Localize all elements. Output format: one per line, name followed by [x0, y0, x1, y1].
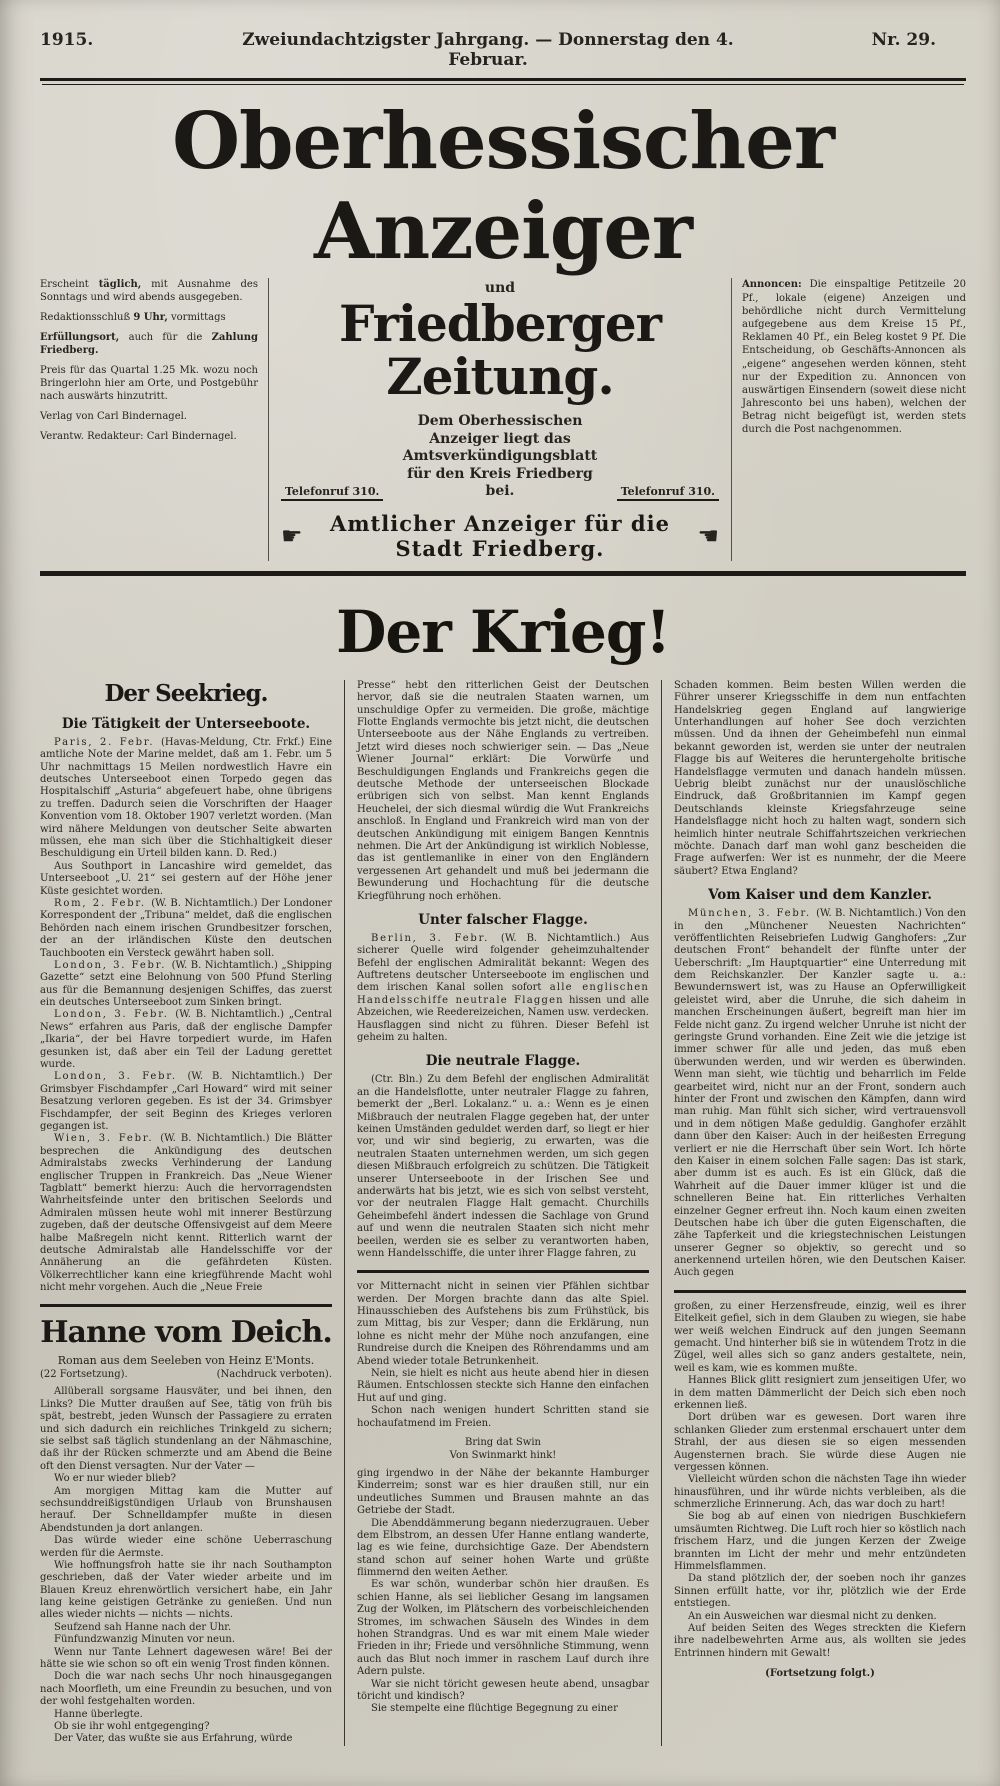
info-paragraph: Erfüllungsort, auch für die Zahlung Friedberg.: [40, 332, 258, 357]
dateline: München, 3. Febr.: [688, 908, 817, 920]
supplement-line: Dem Oberhessischen Anzeiger liegt das Amtsverkündigungsblatt für den Kreis Friedberg bei.: [402, 413, 598, 500]
article-heading: Die neutrale Flagge.: [425, 1053, 581, 1070]
article-paragraph: Presse“ hebt den ritterlichen Geist der Deutschen hervor, daß sie die neutralen Staaten warnen, um unschuldige Opfer zu vermeiden. Die große, mächtige Flotte Englands vermochte bis jetzt nicht, die deutschen Unterseeboote aus der Nähe Englands zu vertreiben. Jetzt wird dieses noch schwieriger sein. — Das „Neue Wiener Journal“ erklärt: Die Vorwürfe und Beschuldigungen Englands und Frankreichs gegen die deutsche Methode der unterseeischen Blockade erübrigen sich von selbst. Man kennt Englands Heuchelei, der sich diesmal würdig die Wut Frankreichs anschloß. In England und Frankreich wird man von der deutschen Ankündigung mit einigem Bangen Kenntnis nehmen. Die Art der Ankündigung ist wirklich Noblesse, das ist gentlemanlike in einer von den Engländern vergessenen Art gehandelt und muß bei jedermann die Bewunderung und Hochachtung für die deutsche Kriegführung noch erhöhen.: [357, 679, 649, 902]
info-paragraph: Redaktionsschluß 9 Uhr, vormittags: [40, 312, 226, 324]
year-label: 1915.: [40, 30, 94, 50]
article-paragraph: Wie hoffnungsfroh hatte sie ihr nach Southampton geschrieben, daß der Vater wieder arbeite und im Blauen Kreuz ehrenwörtlich versichert habe, ein Jahr lang keine geistigen Getränke zu genießen. Und nun alles wieder nichts — nichts — nichts.: [40, 1559, 332, 1621]
article-paragraph: Vielleicht würden schon die nächsten Tage ihn wieder hinausführen, und ihr würde nichts verbleiben, als die schmerzliche Erinnerung. Ach, das war doch zu hart!: [674, 1474, 966, 1511]
phone-left: Telefonruf 310.: [281, 485, 383, 501]
article-paragraph: Doch die war nach sechs Uhr noch hinausgegangen nach Moorfleth, um eine Freundin zu besuchen, und von der wohl festgehalten worden.: [40, 1671, 332, 1708]
article-paragraph: Rom, 2. Febr. (W. B. Nichtamtlich.) Der Londoner Korrespondent der „Tribuna“ meldet, daß die englischen Behörden nach einem irischen Grundbesitzer forschen, der an der irländischen Küste den deutschen Tauchbooten ein Versteck gewährt haben soll.: [40, 897, 333, 959]
main-headline: Der Krieg!: [336, 597, 670, 666]
pointing-hand-right-icon: ☛: [281, 521, 303, 550]
column-2: [344, 680, 661, 1746]
article-paragraph: Fünfundzwanzig Minuten vor neun.: [54, 1634, 236, 1646]
masthead-bottom-rule: [40, 571, 966, 576]
article-heading: Unter falscher Flagge.: [418, 911, 588, 928]
article-paragraph: München, 3. Febr. (W. B. Nichtamtlich.) Von den in den „Münchener Neuesten Nachrichten“ veröffentlichten Reisebriefen Ludwig Ganghofers: „Zur deutschen Front“ behandelt der fünfte unter der Ueberschrift: „Im Hauptquartier“ eine Unterredung mit dem Reichskanzler. Der Kanzler sagte u. a.: Bewundernswert ist, was zu Hause an Opferwilligkeit geleistet wird, aber die Unruhe, die sich daheim in manchen Erscheinungen äußert, begreift man hier im Felde nicht ganz. Zu irgend welcher Unruhe ist nicht der geringste Grund vorhanden. Eine Zeit wie die jetzige ist immer schwer für alle und jeden, das muß eben überwunden werden, und wir werden es überwinden. Wenn man sieht, wie tüchtig und beharrlich im Felde gearbeitet wird, nicht nur an der Front, sondern auch hinter der Front und zwischen den Kämpfen, dann wird man ruhig. Man fühlt sich sicher, wird vertrauensvoll und in dem nötigen Maße geduldig. Ganghofer erzählt dann über den Kaiser: Auch in der heißesten Erregung verliert er nie die Herrschaft über sein Wort. Ich hörte den Kaiser in einem solchen Falle sagen: Das ist stark, aber dumm ist es auch. Es ist ein Glück, daß die Wahrheit auf die Dauer immer klüger ist und die schnelleren Beine hat. Ein ritterliches Verhalten einzelner Gegner erfreut ihn. Noch kaum einen zweiten Deutschen habe ich über die guten Eigenschaften, die zähe Tapferkeit und die kriegstechnischen Leistungen unserer Gegner so objektiv, so gerecht und so anerkennend urteilen hören, wie den Deutschen Kaiser. Auch gegen: [674, 908, 966, 1279]
verse-line: Von Swinmarkt hink!: [449, 1449, 557, 1461]
reprint-notice: (Nachdruck verboten).: [216, 1369, 332, 1381]
feuilleton-byline: Roman aus dem Seeleben von Heinz E'Monts.: [57, 1354, 315, 1368]
article-heading: Vom Kaiser und dem Kanzler.: [708, 887, 932, 904]
feuilleton-meta-row: [40, 1369, 332, 1380]
newspaper-subtitle: Friedberger Zeitung.: [339, 294, 661, 406]
issue-number: Nr. 29.: [871, 30, 936, 50]
info-paragraph: Verlag von Carl Bindernagel.: [40, 411, 187, 423]
dateline: London, 3. Febr.: [54, 1009, 176, 1021]
official-row: [281, 511, 719, 561]
article-paragraph: vor Mitternacht nicht in seinen vier Pfählen sichtbar werden. Der Morgen brachte dann das alte Spiel. Hinausschieben des Aufstehens bis zum Frühstück, bis zum Mittag, bis zur Vesper; dann die Erklärung, nun lohne es nicht mehr der Mühe noch anzufangen, eine Rundreise durch die Kneipen des Röhrendamms und am Abend wieder totale Betrunkenheit.: [357, 1281, 649, 1367]
column-1: [40, 680, 344, 1746]
article-paragraph: Schon nach wenigen hundert Schritten stand sie hochaufatmend im Freien.: [357, 1405, 649, 1429]
article-paragraph: Berlin, 3. Febr. (W. B. Nichtamtlich.) Aus sicherer Quelle wird folgender geheimzuhaltender Befehl der englischen Admiralität bekannt: Wegen des Auftretens deutscher Unterseeboote im englischen und dem irischen Kanal sollen sofort alle englischen Handelsschiffe neutrale Flaggen hissen und alle Abzeichen, wie Reedereizeichen, Namen usw. verdecken. Hausflaggen sind nicht zu führen. Dieser Befehl ist geheim zu halten.: [357, 932, 649, 1044]
article-paragraph: Es war schön, wunderbar schön hier draußen. Es schien Hanne, als sei lieblicher Gesang im langsamen Zug der Wolken, im Plätschern des vorbeischleichenden Stromes, im schwachen Säuseln des Windes in dem hohen Strandgras. Und es war mit einem Male wieder Frieden in ihr; Friede und versöhnliche Stimmung, wenn auch das Blut noch immer in raschem Lauf durch ihre Adern pulste.: [357, 1579, 649, 1678]
official-line: Amtlicher Anzeiger für die Stadt Friedberg.: [330, 510, 670, 561]
article-paragraph: (Ctr. Bln.) Zu dem Befehl der englischen Admiralität an die Handelsflotte, unter neutraler Flagge zu fahren, bemerkt der „Berl. Lokalanz.“ u. a.: Wenn es je einen Mißbrauch der neutralen Flagge gegeben hat, der unter keinen Umständen geduldet werden darf, so liegt er hier vor, und wir sind begierig, zu erwarten, was die neutralen Staaten unternehmen werden, um sich gegen diesen Mißbrauch erfolgreich zu schützen. Die Tätigkeit unserer Unterseeboote in der Irischen See und anderwärts hat bis jetzt, wie es sich von selbst versteht, vor der neutralen Flagge Halt gemacht. Churchills Geheimbefehl ändert indessen die Sachlage von Grund auf und wenn die neutralen Staaten sich nicht mehr beeilen, werden sie es selber zu verantworten haben, wenn Handelsschiffe, die unter ihrer Flagge fahren, zu: [357, 1074, 649, 1259]
top-bar: [40, 30, 966, 70]
article-paragraph: ging irgendwo in der Nähe der bekannte Hamburger Kinderreim; sonst war es hier draußen still, nur ein undeutliches Summen und Brausen mahnte an das Getriebe der Stadt.: [357, 1467, 649, 1517]
article-paragraph: Aus Southport in Lancashire wird gemeldet, das Unterseeboot „U. 21“ sei gestern auf der Höhe jener Küste gesichtet worden.: [40, 860, 332, 897]
article-paragraph: Auf beiden Seiten des Weges streckten die Kiefern ihre nadelbewehrten Arme aus, als wollten sie jedes Entrinnen hindern mit Gewalt!: [674, 1623, 966, 1659]
supplement-row: [281, 413, 719, 501]
masthead-info-band: [40, 278, 966, 561]
article-paragraph: Da stand plötzlich der, der soeben noch ihr ganzes Sinnen erfüllt hatte, vor ihr, plötzlich wie der Erde entstiegen.: [674, 1573, 966, 1610]
volume-date-line: Zweiundachtzigster Jahrgang. — Donnerstag den 4. Februar.: [242, 30, 734, 70]
pointing-hand-left-icon: ☚: [697, 521, 719, 550]
article-paragraph: Das würde wieder eine schöne Ueberraschung werden für die Aermste.: [40, 1535, 332, 1559]
section-heading: Der Seekrieg.: [104, 679, 268, 707]
info-paragraph: Preis für das Quartal 1.25 Mk. wozu noch Bringerlohn hier am Orte, und Postgebühr nach auswärts hinzutritt.: [40, 365, 258, 403]
article-paragraph: Schaden kommen. Beim besten Willen werden die Führer unserer Kriegsschiffe in dem nun entfachten Handelskrieg gegen England auf langwierige Unterhandlungen auf hoher See doch verzichten müssen. Und da ihnen der Geheimbefehl nun einmal bekannt geworden ist, werden sie unter der neutralen Flagge bis auf Weiteres die heruntergeholte britische Handelsflagge vermuten und danach handeln müssen. Uebrig bleibt zunächst nur der unauslöschliche Eindruck, daß Großbritannien im Kampf gegen Deutschlands kleinste Kriegsfahrzeuge seine Handelsflagge nicht hoch zu halten wagt, sondern sich heimlich hinter neutrale Schiffahrtszeichen verkriechen möchte. Danach darf man wohl ganz bescheiden die Frage aufwerfen: Wer ist es nunmehr, der die Meere säubert? Etwa England?: [674, 679, 966, 877]
column-3: [661, 680, 966, 1746]
article-paragraph: Am morgigen Mittag kam die Mutter auf sechsunddreißigstündigen Urlaub von Brunshausen herauf. Der Schnelldampfer mußte in diesen Abendstunden ja dort anlangen.: [40, 1485, 332, 1534]
info-paragraph: Verantw. Redakteur: Carl Bindernagel.: [40, 431, 237, 443]
masthead-left-info: [40, 278, 269, 561]
article-columns: [40, 680, 966, 1746]
dateline: London, 3. Febr.: [54, 1071, 188, 1083]
info-paragraph: Erscheint täglich, mit Ausnahme des Sonntags und wird abends ausgegeben.: [40, 279, 258, 304]
continuation-count: (22 Fortsetzung).: [40, 1369, 128, 1381]
article-heading: Die Tätigkeit der Unterseeboote.: [61, 715, 311, 732]
masthead-right-info: [731, 278, 966, 561]
article-paragraph: London, 3. Febr. (W. B. Nichtamtlich.) Der Grimsbyer Fischdampfer „Carl Howard“ wird mit seiner Besatzung verloren gegeben. Es ist der 34. Grimsbyer Fischdampfer, der seit Beginn des Krieges verloren gegangen ist.: [40, 1071, 332, 1132]
article-paragraph: Seufzend sah Hanne nach der Uhr.: [54, 1621, 232, 1633]
article-paragraph: Hanne überlegte.: [54, 1708, 143, 1720]
phone-right: Telefonruf 310.: [617, 485, 719, 501]
dateline: London, 3. Febr.: [54, 959, 172, 971]
article-paragraph: An ein Ausweichen war diesmal nicht zu denken.: [688, 1610, 937, 1622]
article-paragraph: Sie stempelte eine flüchtige Begegnung zu einer: [371, 1703, 618, 1715]
section-divider-rule: [357, 1270, 649, 1273]
dateline: Paris, 2. Febr.: [54, 736, 161, 748]
dateline: Rom, 2. Febr.: [54, 897, 152, 909]
article-paragraph: Hannes Blick glitt resigniert zum jenseitigen Ufer, wo in dem matten Dämmerlicht der Deich sich eben noch erkennen ließ.: [674, 1375, 966, 1411]
article-paragraph: Wien, 3. Febr. (W. B. Nichtamtlich.) Die Blätter besprechen die Ankündigung des deutschen Admiralstabs zwecks Verhinderung der Landung englischer Truppen in Frankreich. Das „Neue Wiener Tagblatt“ bemerkt hierzu: Auch die hervorragendsten Wahrheitsfeinde unter den britischen Seelords und Admiralen müssen heute wohl mit innerer Bestürzung zugeben, daß der deutsche Offensivgeist auf dem Meere halbe Maßregeln nicht kennt. Ritterlich warnt der deutsche Admiralstab alle Handelsschiffe vor der Annäherung an die gefährdeten Küsten. Völkerrechtlicher kann eine kriegführende Macht wohl nicht mehr vorgehen. Auch die „Neue Freie: [40, 1133, 332, 1294]
top-rule: [40, 78, 966, 83]
dateline: Berlin, 3. Febr.: [371, 932, 501, 944]
continuation-notice: (Fortsetzung folgt.): [765, 1668, 875, 1680]
article-paragraph: Wo er nur wieder blieb?: [54, 1473, 176, 1485]
article-paragraph: Paris, 2. Febr. (Havas-Meldung, Ctr. Frkf.) Eine amtliche Note der Marine meldet, daß am 1. Febr. um 5 Uhr nachmittags 15 Meilen nordwestlich Havre ein deutsches Unterseeboot einen Torpedo gegen das Hospitalschiff „Asturia“ abgefeuert habe, ohne übrigens zu treffen. Dadurch seien die Vorschriften der Haager Konvention vom 18. Oktober 1907 verletzt worden. (Man wird nähere Meldungen von deutscher Seite abwarten müssen, ehe man sich über die Stichhaltigkeit dieser Beschuldigung ein Urteil bilden kann. D. Red.): [40, 736, 332, 860]
article-paragraph: Die Abenddämmerung begann niederzugrauen. Ueber dem Elbstrom, an dessen Ufer Hanne entlang wanderte, lag es wie feine, durchsichtige Gaze. Der Abendstern stand schon auf seiner hohen Warte und grüßte flimmernd den weiten Aether.: [357, 1517, 649, 1579]
article-paragraph: großen, zu einer Herzensfreude, einzig, weil es ihrer Eitelkeit gefiel, sich in dem Glauben zu wiegen, sie habe wer weiß welchen Eindruck auf den jungen Seemann gemacht. Und hinterher biß sie in wütendem Trotz in die Zügel, weil alles sich so ganz anders gestaltete, nein, weil es kam, wie es kommen mußte.: [674, 1300, 966, 1374]
masthead-center: [269, 278, 731, 561]
article-paragraph: Sie bog ab auf einen von niedrigen Buschkiefern umsäumten Richtweg. Die Luft roch hier so köstlich nach frischem Harz, und die jungen Kerzen der Zweige brannten im Licht der mehr und mehr entzündeten Himmelsflammen.: [674, 1511, 966, 1573]
article-paragraph: Wenn nur Tante Lehnert dagewesen wäre! Bei der hätte sie wie schon so oft ein wenig Trost finden können.: [40, 1646, 332, 1671]
und-label: und: [484, 280, 516, 297]
section-divider-rule: [40, 1304, 332, 1307]
verse-block: [357, 1436, 649, 1462]
section-divider-rule: [674, 1290, 966, 1293]
article-paragraph: Allüberall sorgsame Hausväter, und bei ihnen, den Links? Die Mutter draußen auf See, tätig von früh bis spät, bestrebt, jeden Wunsch der Passagiere zu erraten und sich dadurch ein reichliches Trinkgeld zu sichern; sie selbst saß täglich stundenlang an der Nähmaschine, daß ihr der Rücken schmerzte und am Abend die Beine oft den Dienst versagten. Nur der Vater —: [40, 1386, 332, 1472]
article-paragraph: Der Vater, das wußte sie aus Erfahrung, würde: [54, 1733, 293, 1745]
article-paragraph: London, 3. Febr. (W. B. Nichtamtlich.) „Shipping Gazette“ setzt eine Belohnung von 500 Pfund Sterling aus für die Bemannung desjenigen Schiffes, das zuerst ein deutsches Unterseeboot zum Sinken bringt.: [40, 959, 332, 1009]
feuilleton-title: Hanne vom Deich.: [40, 1315, 332, 1351]
article-paragraph: London, 3. Febr. (W. B. Nichtamtlich.) „Central News“ erfahren aus Paris, daß der englische Dampfer „Ikaria“, der bei Havre torpediert wurde, im Hafen gesunken ist, daß aber ein Teil der Ladung gerettet wurde.: [40, 1009, 332, 1071]
verse-line: Bring dat Swin: [465, 1436, 541, 1448]
dateline: Wien, 3. Febr.: [54, 1133, 161, 1145]
article-paragraph: Ob sie ihr wohl entgegenging?: [54, 1721, 210, 1732]
article-paragraph: Nein, sie hielt es nicht aus heute abend hier in diesen Räumen. Entschlossen steckte sich Hanne den einfachen Hut auf und ging.: [357, 1368, 649, 1404]
newspaper-title: Oberhessischer Anzeiger: [172, 96, 834, 277]
article-paragraph: Dort drüben war es gewesen. Dort waren ihre schlanken Glieder zum erstenmal erschauert unter dem Strahl, der aus diesen sie so eigen messenden Augensternen brach. Sie würde diese Augen nie vergessen können.: [674, 1412, 966, 1473]
article-paragraph: War sie nicht töricht gewesen heute abend, unsagbar töricht und kindisch?: [357, 1678, 649, 1702]
annoncen-paragraph: Annoncen: Die einspaltige Petitzeile 20 Pf., lokale (eigene) Anzeigen und behördliche nicht durch Vermittelung aufgegebene aus dem Kreise 15 Pf., Reklamen 40 Pf., ein Beleg kostet 9 Pf. Die Entscheidung, ob Geschäfts-Annoncen als „eigene“ angesehen werden können, steht nur der Expedition zu. Annoncen von auswärtigen Einsendern (soweit diese nicht Jahresconto bei uns haben), welchen der Betrag nicht beigefügt ist, werden stets durch die Post nachgenommen.: [742, 279, 966, 436]
